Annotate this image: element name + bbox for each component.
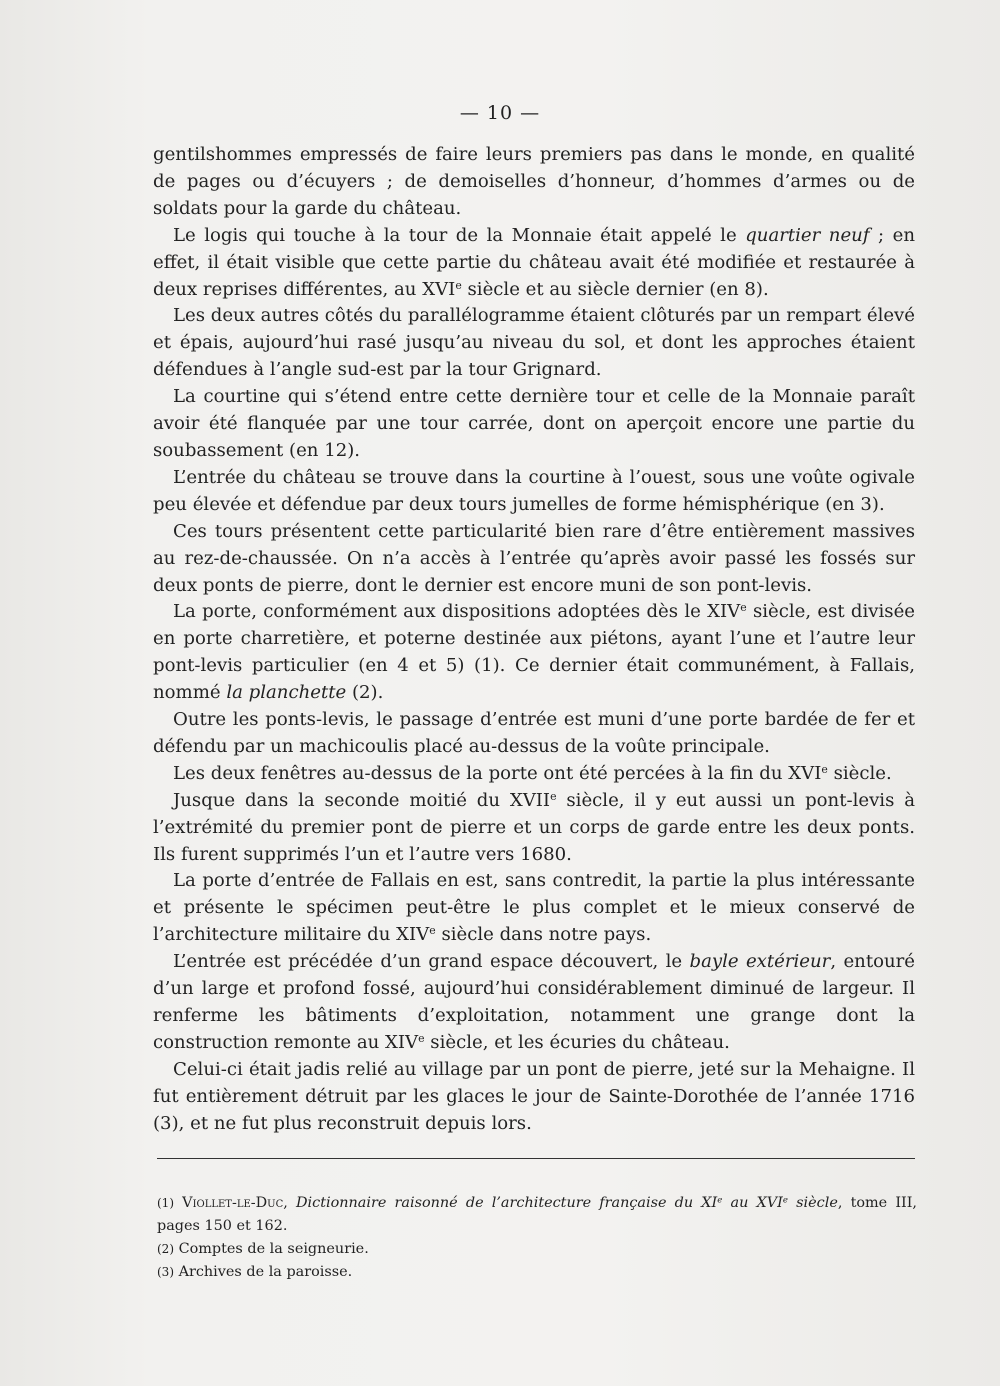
footnote-3: (3) Archives de la paroisse. <box>157 1264 353 1280</box>
paragraph-13: Celui-ci était jadis relié au village par un pont de pierre, jeté sur la Mehaigne. Il fut entièrement détruit par les glaces le jour de Sainte-Dorothée de l’année 1716 (3), et ne fut plus reconstruit depuis lors. <box>153 1058 915 1134</box>
footnote-1: (1) Viollet-le-Duc, Dictionnaire raisonné de l’architecture française du XIe au XVIe siècle, tome III, pages 150 et 162. <box>157 1195 917 1234</box>
paragraph-6: Ces tours présentent cette particularité bien rare d’être entièrement massives au rez-de-chaussée. On n’a accès à l’entrée qu’après avoir passé les fossés sur deux ponts de pierre, dont le dernier est encore muni de son pont-levis. <box>153 520 915 596</box>
paragraph-12: L’entrée est précédée d’un grand espace découvert, le bayle extérieur, entouré d’un large et profond fossé, aujourd’hui considérablement diminué de largeur. Il renferme les bâtiments d’exploitation, notamment une grange dont la construction remonte au XIVe siècle, et les écuries du château. <box>153 951 915 1053</box>
footnotes <box>157 1192 917 1284</box>
paragraph-3: Les deux autres côtés du parallélogramme étaient clôturés par un rempart élevé et épais, aujourd’hui rasé jusqu’au niveau du sol, et dont les approches étaient défendues à l’angle sud-est par la tour Grignard. <box>153 305 915 381</box>
paragraph-8: Outre les ponts-levis, le passage d’entrée est muni d’une porte bardée de fer et défendu par un machicoulis placé au-dessus de la voûte principale. <box>153 709 915 757</box>
paragraph-2: Le logis qui touche à la tour de la Monnaie était appelé le quartier neuf ; en effet, il était visible que cette partie du château avait été modifiée et restaurée à deux reprises différentes, au XVIe siècle et au siècle dernier (en 8). <box>153 224 915 300</box>
page-number: — 10 — <box>459 102 541 124</box>
main-text <box>153 142 915 1138</box>
footnote-2: (2) Comptes de la seigneurie. <box>157 1241 369 1257</box>
paragraph-9: Les deux fenêtres au-dessus de la porte ont été percées à la fin du XVIe siècle. <box>173 762 892 784</box>
paragraph-5: L’entrée du château se trouve dans la courtine à l’ouest, sous une voûte ogivale peu élevée et défendue par deux tours jumelles de forme hémisphérique (en 3). <box>153 466 915 515</box>
footnote-separator <box>157 1158 915 1159</box>
paragraph-11: La porte d’entrée de Fallais en est, sans contredit, la partie la plus intéressante et présente le spécimen peut-être le plus complet et le mieux conservé de l’architecture militaire du XIVe siècle dans notre pays. <box>153 870 915 946</box>
paragraph-7: La porte, conformément aux dispositions adoptées dès le XIVe siècle, est divisée en porte charretière, et poterne destinée aux piétons, ayant l’une et l’autre leur pont-levis particulier (en 4 et 5) (1). Ce dernier était communément, à Fallais, nommé la planchette (2). <box>153 601 916 704</box>
paragraph-4: La courtine qui s’étend entre cette dernière tour et celle de la Monnaie paraît avoir été flanquée par une tour carrée, dont on aperçoit encore une partie du soubassement (en 12). <box>153 386 915 461</box>
paragraph-1: gentilshommes empressés de faire leurs premiers pas dans le monde, en qualité de pages ou d’écuyers ; de demoiselles d’honneur, d’hommes d’armes ou de soldats pour la garde du château. <box>153 144 915 219</box>
paragraph-10: Jusque dans la seconde moitié du XVIIe siècle, il y eut aussi un pont-levis à l’extrémité du premier pont de pierre et un corps de garde entre les deux ponts. Ils furent supprimés l’un et l’autre vers 1680. <box>153 789 916 865</box>
